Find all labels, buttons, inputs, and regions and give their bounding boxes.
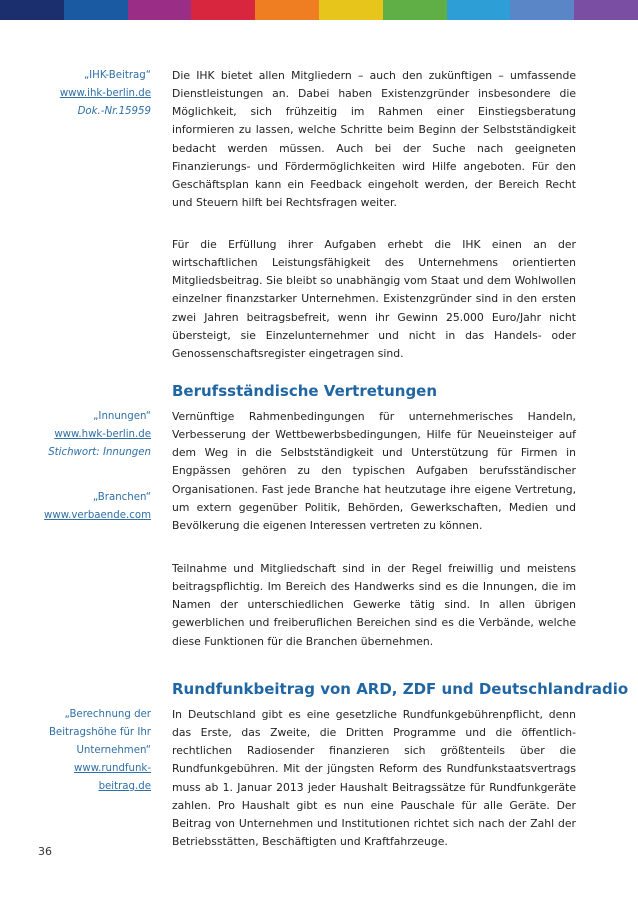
- stripe-segment: [191, 0, 255, 20]
- stripe-segment: [510, 0, 574, 20]
- sidebar-link[interactable]: www.hwk-berlin.de: [54, 429, 151, 440]
- paragraph-text: In Deutschland gibt es eine gesetzliche Rundfunkgebührenpflicht, denn das Erste, das Zweite, die Dritten Programme und die öffentlich-rechtlichen Radiosender finanzieren sich größtenteils über die Rundfunkgebühren. Mit der jüngsten Reform des Rundfunkstaatsvertrags muss ab 1. Januar 2013 jeder Haushalt Beitragssätze für Rundfunkgeräte zahlen. Pro Haushalt gibt es nun eine Pauschale für alle Geräte. Der Beitrag von Unternehmen und Institutionen richtet sich nach der Zahl der Betriebsstätten, Beschäftigten und Kraftfahrzeuge.: [172, 708, 576, 849]
- sidebar-link[interactable]: www.verbaende.com: [44, 510, 151, 521]
- sidebar-note-label: „Innungen“: [93, 411, 151, 422]
- paragraph: [172, 706, 576, 851]
- section-heading: Rundfunkbeitrag von ARD, ZDF und Deutschlandradio: [172, 680, 629, 698]
- sidebar-note-label: Unternehmen“: [76, 745, 151, 756]
- stripe-segment: [447, 0, 511, 20]
- sidebar-note-branchen: [31, 489, 151, 525]
- sidebar-note-label: „Branchen“: [92, 492, 151, 503]
- paragraph: [172, 67, 576, 212]
- section-heading: Berufsständische Vertretungen: [172, 382, 438, 400]
- paragraph-text: Vernünftige Rahmenbedingungen für unternehmerisches Handeln, Verbesserung der Wettbewerbsbedingungen, Hilfe für Neueinsteiger auf dem Weg in die Selbstständigkeit und Unterstützung für Firmen in Engpässen gehören zu den typischen Aufgaben berufsständischer Organisationen. Fast jede Branche hat heutzutage ihre eigene Vertretung, um extern gegenüber Politik, Behörden, Gewerkschaften, Medien und Bevölkerung die eigenen Interessen vertreten zu können.: [172, 410, 576, 532]
- stripe-segment: [64, 0, 128, 20]
- sidebar-link[interactable]: www.rundfunk-: [74, 763, 151, 774]
- sidebar-note-innungen: [31, 408, 151, 462]
- sidebar-note-label: „Berechnung der: [64, 709, 151, 720]
- stripe-segment: [255, 0, 319, 20]
- stripe-segment: [319, 0, 383, 20]
- stripe-segment: [574, 0, 638, 20]
- stripe-segment: [0, 0, 64, 20]
- paragraph: [172, 408, 576, 535]
- paragraph-text: Für die Erfüllung ihrer Aufgaben erhebt die IHK einen an der wirtschaftlichen Leistungsfähigkeit des Unternehmens orientierten Mitgliedsbeitrag. Sie bleibt so unabhängig vom Staat und dem Wohlwollen einzelner finanzstarker Unternehmen. Existenzgründer sind in den ersten zwei Jahren beitragsbefreit, wenn ihr Gewinn 25.000 Euro/Jahr nicht übersteigt, sie Einzelunternehmer und nicht in das Handels- oder Genossenschaftsregister eingetragen sind.: [172, 238, 576, 360]
- sidebar-note-rundfunk: [31, 706, 151, 796]
- sidebar-note-label: Beitragshöhe für Ihr: [48, 727, 151, 738]
- stripe-segment: [383, 0, 447, 20]
- sidebar-note-label: „IHK-Beitrag“: [83, 70, 151, 81]
- paragraph-text: Die IHK bietet allen Mitgliedern – auch den zukünftigen – umfassende Dienstleistungen an. Dabei haben Existenzgründer insbesondere die Möglichkeit, sich frühzeitig im Rahmen einer Einstiegsberatung informieren zu lassen, welche Schritte beim Beginn der Selbstständigkeit bedacht werden müssen. Auch bei der Suche nach geeigneten Finanzierungs- und Fördermöglichkeiten wird Hilfe angeboten. Für den Geschäftsplan kann ein Feedback eingeholt werden, der Bereich Recht und Steuern hilft bei Rechtsfragen weiter.: [172, 69, 576, 210]
- sidebar-link[interactable]: www.ihk-berlin.de: [59, 88, 151, 99]
- color-stripe: [0, 0, 638, 20]
- paragraph-text: Teilnahme und Mitgliedschaft sind in der Regel freiwillig und meistens beitragspflichtig. Im Bereich des Handwerks sind es die Innungen, die im Namen der unterschiedlichen Gewerke tätig sind. In allen übrigen gewerblichen und freiberuflichen Bereichen sind es die Verbände, welche diese Funktionen für die Branchen übernehmen.: [172, 562, 576, 648]
- page-number: 36: [38, 845, 52, 858]
- paragraph: [172, 560, 576, 651]
- sidebar-note-ihk: [31, 67, 151, 121]
- stripe-segment: [128, 0, 192, 20]
- paragraph: [172, 236, 576, 363]
- sidebar-ref: Dok.-Nr.15959: [77, 106, 151, 117]
- sidebar-link[interactable]: beitrag.de: [98, 781, 151, 792]
- sidebar-ref: Stichwort: Innungen: [48, 447, 151, 458]
